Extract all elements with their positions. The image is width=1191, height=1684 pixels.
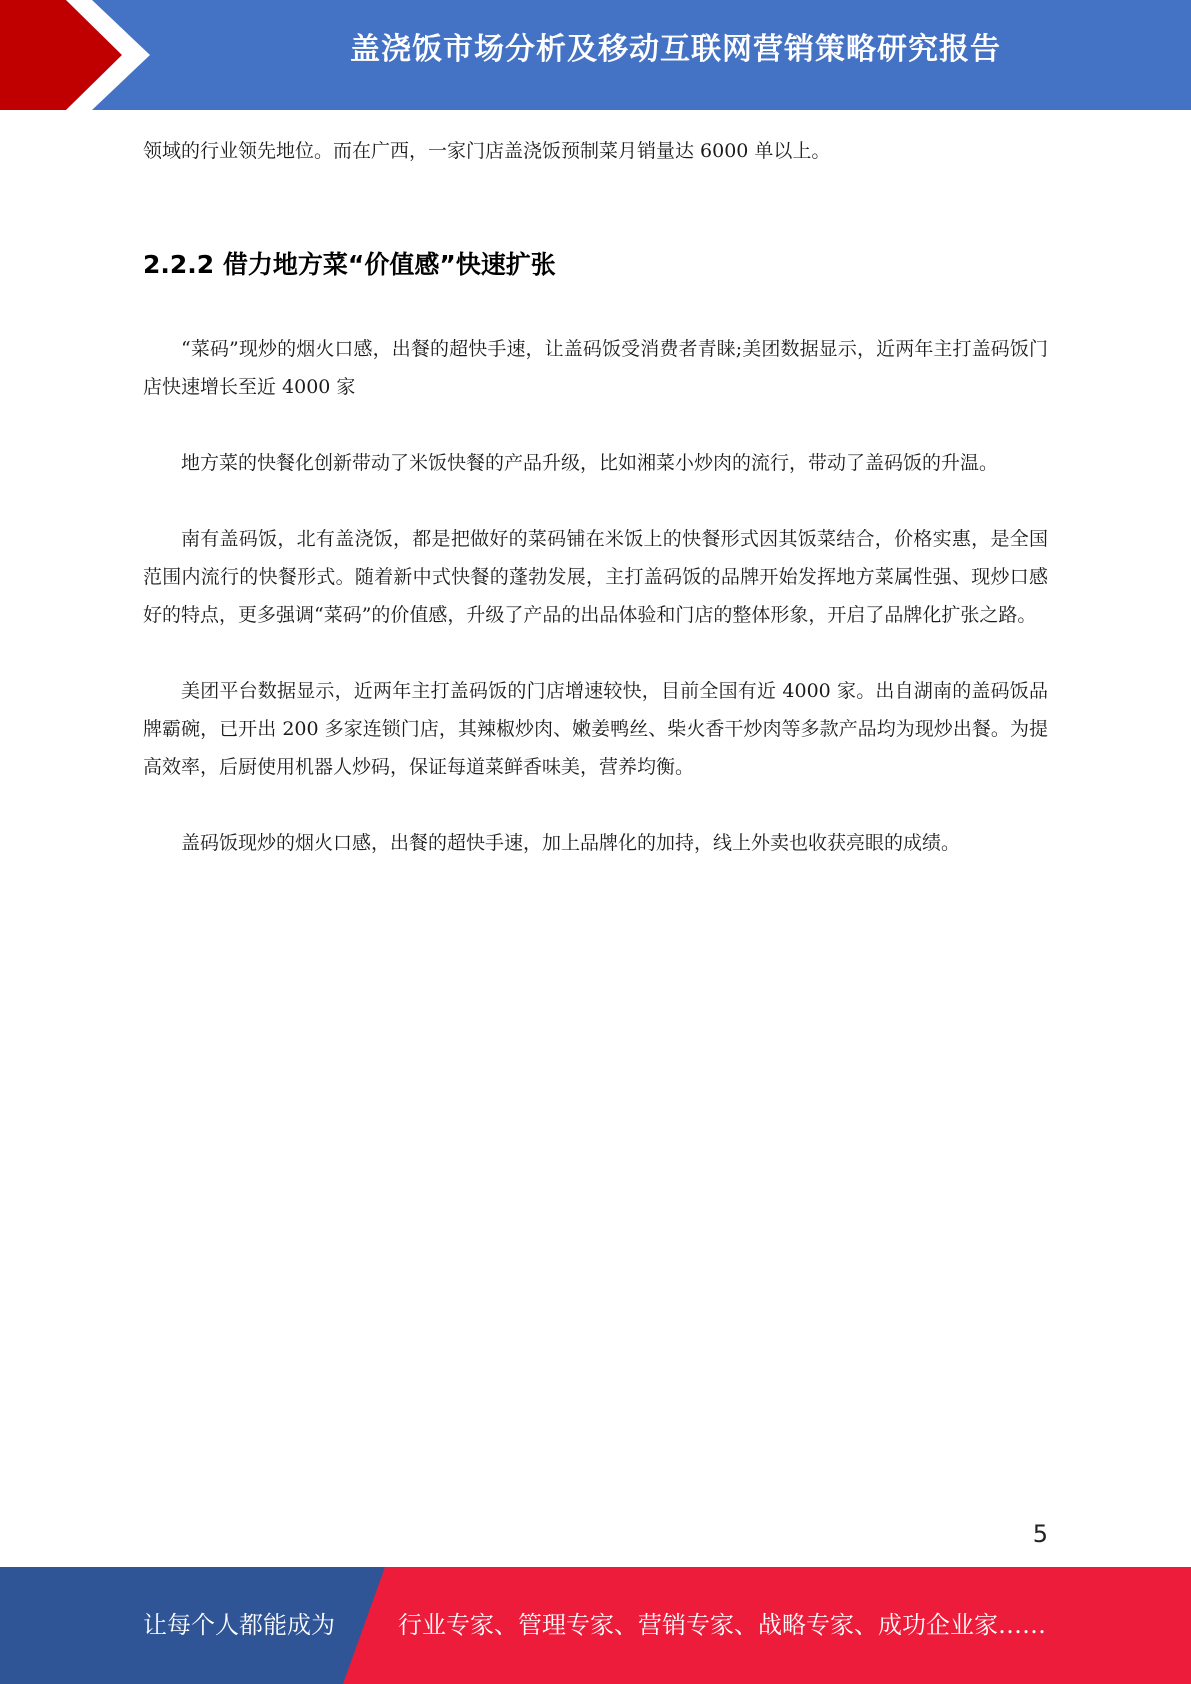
section-heading: 2.2.2 借力地方菜“价值感”快速扩张 <box>143 250 556 279</box>
intro-paragraph: 领域的行业领先地位。而在广西，一家门店盖浇饭预制菜月销量达 6000 单以上。 <box>143 140 831 162</box>
report-title: 盖浇饭市场分析及移动互联网营销策略研究报告 <box>350 32 1001 67</box>
body-paragraph: 地方菜的快餐化创新带动了米饭快餐的产品升级，比如湘菜小炒肉的流行，带动了盖码饭的升温。 <box>181 452 999 474</box>
body-paragraph: “菜码”现炒的烟火口感，出餐的超快手速，让盖码饭受消费者青睐;美团数据显示，近两年主打盖码饭门店快速增长至近 4000 家 <box>143 338 1048 398</box>
page-number: 5 <box>1032 1520 1048 1548</box>
footer-band <box>0 1567 1191 1684</box>
footer-slogan-left: 让每个人都能成为 <box>143 1611 335 1639</box>
body-paragraph: 美团平台数据显示，近两年主打盖码饭的门店增速较快，目前全国有近 4000 家。出自湖南的盖码饭品牌霸碗，已开出 200 多家连锁门店，其辣椒炒肉、嫩姜鸭丝、柴火香干炒肉等多款产品均为现炒出餐。为提高效率，后厨使用机器人炒码，保证每道菜鲜香味美，营养均衡。 <box>143 680 1048 778</box>
header-band <box>0 0 1191 110</box>
footer-slogan-right: 行业专家、管理专家、营销专家、战略专家、成功企业家…… <box>398 1611 1046 1639</box>
header-chevron-decoration <box>0 0 160 110</box>
body-paragraph: 盖码饭现炒的烟火口感，出餐的超快手速，加上品牌化的加持，线上外卖也收获亮眼的成绩。 <box>181 832 961 854</box>
body-paragraph: 南有盖码饭，北有盖浇饭，都是把做好的菜码铺在米饭上的快餐形式因其饭菜结合，价格实惠，是全国范围内流行的快餐形式。随着新中式快餐的蓬勃发展，主打盖码饭的品牌开始发挥地方菜属性强、现炒口感好的特点，更多强调“菜码”的价值感，升级了产品的出品体验和门店的整体形象，开启了品牌化扩张之路。 <box>143 528 1048 626</box>
document-body <box>143 130 1048 862</box>
